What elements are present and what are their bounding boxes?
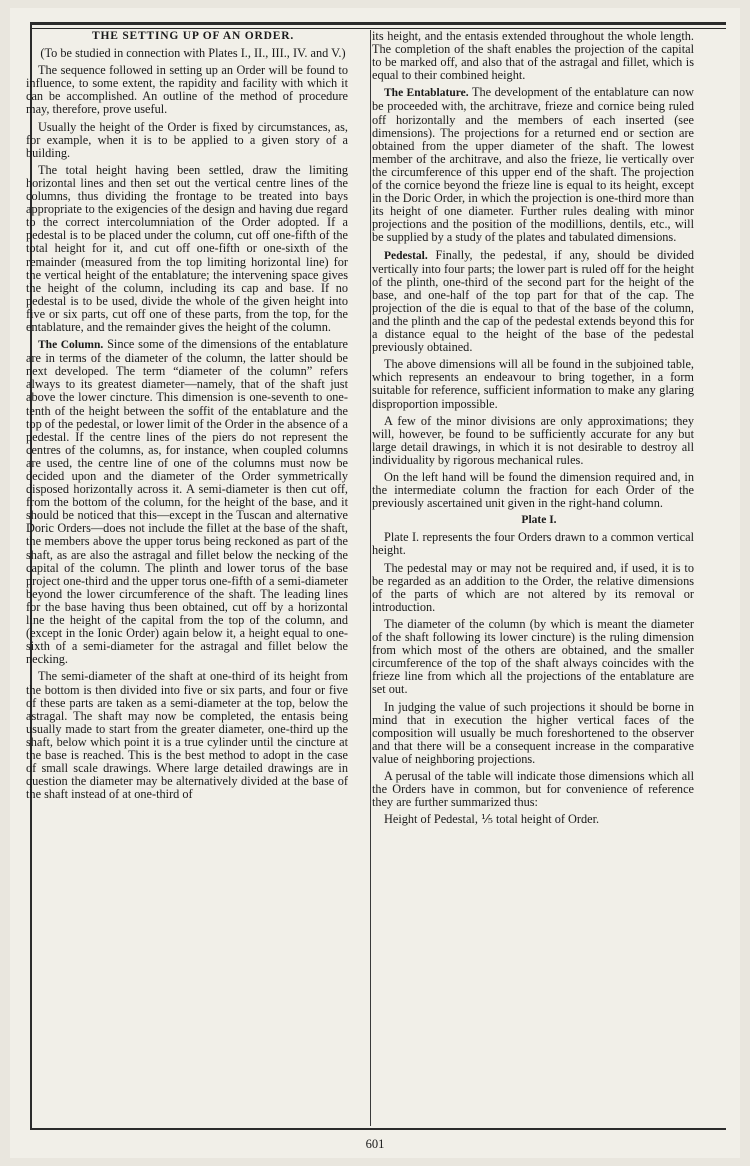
paragraph-sequence: The sequence followed in setting up an Order will be found to influence, to some extent, the rapidity and facility with which it can be accomplished. An outline of the method of procedure may, therefore, prove useful. [26,63,348,117]
paragraph-pedestal-optional: The pedestal may or may not be required and, if used, it is to be regarded as an addition to the Order, the relative dimensions of the parts of which are not altered by its removal or introduction. [372,560,694,614]
paragraph-table-intro: The above dimensions will all be found in the subjoined table, which represents an endeavour to bring together, in a form suitable for reference, sufficient information to make any glaring disproportion impossible. [372,357,694,411]
article-subtitle: (To be studied in connection with Plates I., II., III., IV. and V.) [40,46,346,61]
paragraph-column [26,338,348,666]
paragraph-total-height: The total height having been settled, draw the limiting horizontal lines and then set out the vertical centre lines of the columns, thus dividing the frontage to be treated into bays appropriate to the exigencies of the design and having due regard to the correct intercolumniation of the Order adopted. If a pedestal is to be placed under the column, cut off one-fifth of the total height for it, and cut off one-fifth or one-sixth of the remainder (measured from the top limiting horizontal line) for the vertical height of the entablature; the intervening space gives the height of the column, including its cap and base. If no pedestal is to be used, divide the whole of the given height into five or six parts, cut off one of these parts, from the top, for the entablature, and the remainder gives the height of the column. [26,162,348,334]
heading-column: The Column. [38,339,104,352]
paragraph-left-hand: On the left hand will be found the dimension required and, in the intermediate column the fraction for each Order of the previously ascertained unit given in the right-hand column. [372,470,694,511]
bottom-border-rule [30,1128,726,1130]
paragraph-semi-diameter: The semi-diameter of the shaft at one-third of its height from the bottom is then divided into five or six parts, and four or five of these parts are taken as a semi-diameter at the top, below the astragal. The shaft may now be completed, the entasis being usually made to start from the greater diameter, one-third up the shaft, below which point it is a true cylinder until the cincture at the base is reached. This is the best method to adopt in the case of small scale drawings. Where large detailed drawings are in question the diameter may be alternatively divided at the base of the shaft instead of at one-third of [26,669,348,802]
paragraph-diameter: The diameter of the column (by which is meant the diameter of the shaft following its lower cincture) is the ruling dimension from which most of the others are obtained, and the smaller circumference of the top of the shaft always coincides with the frieze line from which all the projections of the entablature are set out. [372,616,694,697]
paragraph-height: Usually the height of the Order is fixed by circumstances, as, for example, when it is to be applied to a given story of a building. [26,119,348,160]
heading-plate-i: Plate I. [521,514,557,527]
paragraph-projections: In judging the value of such projections it should be borne in mind that in execution the higher vertical faces of the composition will usually be much foreshortened to the observer and that there will be a consequent increase in the comparative value of neighboring projections. [372,699,694,766]
paragraph-approximations: A few of the minor divisions are only approximations; they will, however, be found to be sufficiently accurate for any but large detail drawings, in which it is not desirable to destroy all individuality by rigorous mechanical rules. [372,413,694,467]
article-title: THE SETTING UP OF AN ORDER. [91,30,294,42]
paragraph-plate-i: Plate I. represents the four Orders drawn to a common vertical height. [372,530,694,558]
column-divider [370,30,371,1126]
paragraph-entablature-text: The development of the entablature can now be proceeded with, the architrave, frieze and cornice being ruled off horizontally and the members of each inserted (see dimensions). The projections for a returned end or section are obtained from the upper diameter of the shaft. The lowest member of the architrave, and also the frieze, lie vertically over the circumference of this upper end of the shaft. The projection of the cornice beyond the frieze line is equal to its height, except in the Doric Order, in which the projection is one-third more than its height of one diameter. Further rules dealing with minor projections and the position of the modillions, dentils, etc., will be supplied by a study of the plates and tabulated dimensions. [372,85,694,245]
paragraph-column-text: Since some of the dimensions of the entablature are in terms of the diameter of the column, the latter should be next developed. The term “diameter of the column” refers always to its greatest diameter—namely, that of the shaft just above the lower cincture. This dimension is one-seventh to one-tenth of the height between the soffit of the entablature and the top of the pedestal, or lower limit of the Order in the absence of a pedestal. If the centre lines of the piers do not represent the centres of the columns, as, for instance, when coupled columns are used, the centre line of one of the columns must now be decided upon and the diameter of the Order symmetrically disposed horizontally across it. A semi-diameter is then cut off, from the bottom of the column, for the height of the base, and it should be noticed that this—except in the Tuscan and alternative Doric Orders—does not include the fillet at the base of the shaft, the members above the upper torus being reckoned as part of the shaft, as are also the astragal and fillet below the necking of the capital of the column. The plinth and lower torus of the base project one-third and the upper torus one-fifth of a semi-diameter beyond the lower circumference of the shaft. The leading lines for the base having thus been obtained, cut off by a horizontal line the height of the capital from the top of the column, and (except in the Ionic Order) again below it, a height equal to one-sixth of a semi-diameter for the astragal and fillet below the necking. [26,337,349,667]
paragraph-perusal: A perusal of the table will indicate those dimensions which all the Orders have in common, but for convenience of reference they are further summarized thus: [372,768,694,810]
heading-pedestal: Pedestal. [384,249,428,262]
left-column [26,30,348,805]
top-border-rule [30,22,726,25]
right-column [372,30,694,830]
paragraph-entablature [372,86,694,244]
paragraph-height-pedestal: Height of Pedestal, ⅕ total height of Order. [384,812,600,827]
heading-entablature: The Entablature. [384,87,469,100]
paragraph-entasis-continued: its height, and the entasis extended throughout the whole length. The completion of the shaft enables the projection of the capital to be marked off, and also that of the astragal and fillet, which is equal to their combined height. [372,29,694,83]
paragraph-pedestal-text: Finally, the pedestal, if any, should be divided vertically into four parts; the lower part is ruled off for the height of the plinth, one-third of the second part for the height of the base, and one-half of the top part for that of the cap. The projection of the die is equal to that of the base of the column, and the plinth and the cap of the pedestal extends beyond this for a distance equal to the height of the base of the pedestal previously obtained. [372,247,695,355]
paragraph-pedestal [372,249,694,355]
page-number: 601 [365,1137,385,1151]
